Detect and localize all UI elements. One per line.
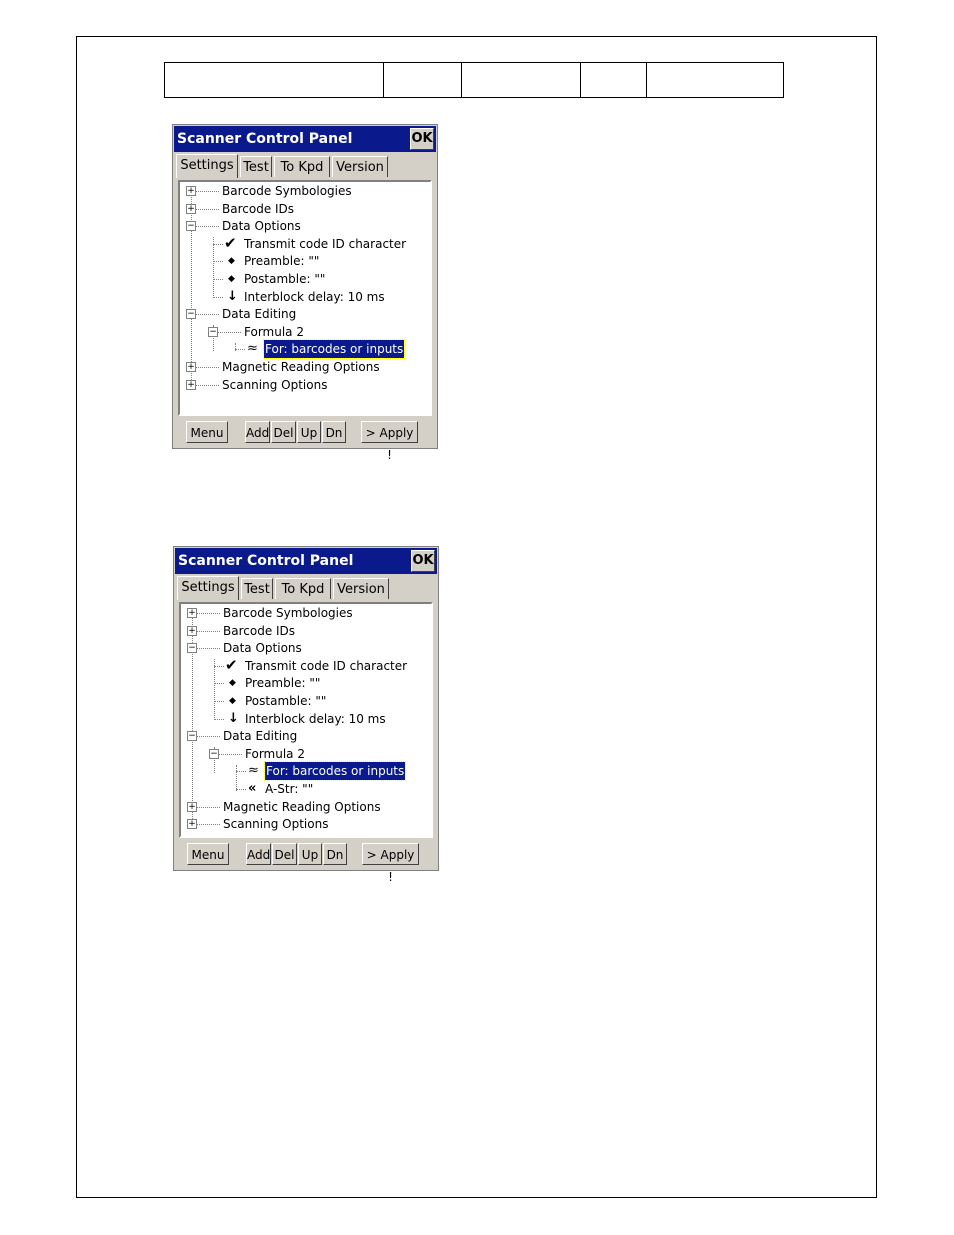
tree-item-data-options[interactable] (180, 217, 430, 235)
collapse-minus-icon[interactable]: − (187, 221, 195, 232)
tree-item-magnetic-reading[interactable] (180, 358, 430, 376)
expand-plus-icon[interactable]: + (187, 379, 195, 390)
collapse-minus-icon[interactable]: − (188, 731, 196, 742)
expand-plus-icon[interactable]: + (187, 203, 195, 214)
title-bar (175, 548, 437, 574)
up-button[interactable]: Up (297, 421, 321, 443)
tree-label: Barcode IDs (223, 623, 296, 638)
tree-item-data-editing[interactable] (181, 727, 431, 745)
arrow-down-icon: ↓ (228, 710, 239, 726)
tree-label: Formula 2 (244, 324, 304, 339)
tree-label: Barcode IDs (222, 201, 295, 216)
tree-item-scanning-options[interactable] (180, 376, 430, 394)
settings-tree[interactable] (179, 602, 433, 838)
collapse-minus-icon[interactable]: − (210, 748, 218, 759)
diamond-icon: ◆ (228, 256, 235, 267)
collapse-minus-icon[interactable]: − (188, 643, 196, 654)
tab-settings[interactable]: Settings (176, 154, 238, 178)
diamond-icon: ◆ (228, 274, 235, 284)
apply-button[interactable]: > Apply ! (362, 843, 419, 865)
expand-plus-icon[interactable]: + (188, 819, 196, 830)
tree-item-barcode-symbologies[interactable] (181, 604, 431, 622)
add-button[interactable]: Add (245, 421, 270, 443)
tree-item-preamble[interactable] (181, 674, 431, 692)
tree-item-barcode-ids[interactable] (181, 622, 431, 640)
tree-label: Preamble: "" (245, 676, 321, 691)
tree-item-barcode-ids[interactable] (180, 200, 430, 218)
tree-label: Interblock delay: 10 ms (244, 289, 385, 304)
header-cell (647, 63, 784, 98)
tree-item-transmit-code[interactable] (181, 657, 431, 675)
checkmark-icon: ✔ (225, 655, 238, 674)
tree-item-formula[interactable] (181, 745, 431, 763)
checkmark-icon: ✔ (224, 233, 237, 252)
header-cell (384, 63, 462, 98)
header-cell (462, 63, 581, 98)
tab-version[interactable]: Version (333, 578, 389, 599)
tree-label: Barcode Symbologies (223, 606, 353, 620)
tree-item-magnetic-reading[interactable] (181, 798, 431, 816)
collapse-minus-icon[interactable]: − (209, 326, 217, 337)
tree-label: For: barcodes or inputs (265, 342, 404, 357)
tree-item-a-str[interactable] (181, 780, 431, 798)
tree-item-formula[interactable] (180, 323, 430, 341)
tree-item-preamble[interactable] (180, 252, 430, 270)
tree-label: Barcode Symbologies (222, 184, 352, 198)
tree-label: Transmit code ID character (245, 658, 408, 673)
collapse-minus-icon[interactable]: − (187, 309, 195, 320)
tree-label: Formula 2 (245, 746, 305, 761)
dn-button[interactable]: Dn (322, 421, 346, 443)
tab-test[interactable]: Test (241, 578, 273, 599)
expand-plus-icon[interactable]: + (187, 186, 195, 196)
tree-label: Scanning Options (222, 377, 328, 392)
tree-label: Transmit code ID character (244, 236, 407, 251)
tree-item-barcode-symbologies[interactable] (180, 182, 430, 200)
settings-tree[interactable] (178, 180, 432, 416)
tree-label: Data Editing (223, 729, 298, 744)
header-cell (581, 63, 647, 98)
tree-label: Magnetic Reading Options (223, 799, 381, 814)
tree-label: Data Options (223, 641, 302, 656)
window-title: Scanner Control Panel (177, 131, 353, 147)
title-bar (174, 126, 436, 152)
tab-to-kpd[interactable]: To Kpd (275, 578, 331, 599)
tab-version[interactable]: Version (332, 156, 388, 177)
header-table (164, 62, 784, 98)
scanner-panel-window-2 (173, 546, 439, 884)
tree-label: For: barcodes or inputs (266, 764, 405, 779)
menu-button[interactable]: Menu (187, 843, 229, 865)
tree-item-data-editing[interactable] (180, 305, 430, 323)
window-title: Scanner Control Panel (178, 553, 354, 569)
button-bar (173, 421, 437, 462)
dn-button[interactable]: Dn (323, 843, 347, 865)
del-button[interactable]: Del (271, 421, 296, 443)
tree-label: A-Str: "" (265, 782, 314, 796)
tree-item-for-selected[interactable] (180, 340, 430, 358)
tree-item-interblock-delay[interactable] (181, 710, 431, 728)
del-button[interactable]: Del (272, 843, 297, 865)
expand-plus-icon[interactable]: + (187, 362, 195, 372)
tree-label: Magnetic Reading Options (222, 360, 380, 374)
tab-test[interactable]: Test (240, 156, 272, 177)
tab-to-kpd[interactable]: To Kpd (274, 156, 330, 177)
diamond-icon: ◆ (229, 678, 236, 689)
scanner-panel-window-1 (172, 124, 438, 462)
menu-button[interactable]: Menu (186, 421, 228, 443)
tree-item-postamble[interactable] (180, 270, 430, 288)
up-button[interactable]: Up (298, 843, 322, 865)
diamond-icon: ◆ (229, 696, 236, 706)
ok-button[interactable]: OK (411, 550, 435, 572)
tree-label: Postamble: "" (245, 694, 327, 708)
approx-icon: ≈ (247, 341, 258, 357)
tree-label: Data Options (222, 219, 301, 234)
tree-item-data-options[interactable] (181, 639, 431, 657)
button-bar (174, 843, 438, 884)
tree-label: Preamble: "" (244, 254, 320, 269)
expand-plus-icon[interactable]: + (188, 801, 196, 812)
double-chevron-left-icon: « (248, 781, 257, 796)
expand-plus-icon[interactable]: + (188, 625, 196, 636)
tree-item-postamble[interactable] (181, 692, 431, 710)
expand-plus-icon[interactable]: + (188, 608, 196, 618)
tree-label: Postamble: "" (244, 272, 326, 286)
apply-button[interactable]: > Apply ! (361, 421, 418, 443)
tree-label: Data Editing (222, 307, 297, 322)
header-cell (165, 63, 384, 98)
tree-label: Scanning Options (223, 817, 329, 832)
tree-item-for-selected[interactable] (181, 762, 431, 780)
arrow-down-icon: ↓ (227, 288, 238, 304)
tree-label: Interblock delay: 10 ms (245, 711, 386, 726)
approx-icon: ≈ (248, 763, 259, 779)
tree-item-interblock-delay[interactable] (180, 288, 430, 306)
ok-button[interactable]: OK (410, 128, 434, 150)
add-button[interactable]: Add (246, 843, 271, 865)
tab-settings[interactable]: Settings (177, 576, 239, 600)
tree-item-transmit-code[interactable] (180, 235, 430, 253)
tree-item-scanning-options[interactable] (181, 815, 431, 833)
